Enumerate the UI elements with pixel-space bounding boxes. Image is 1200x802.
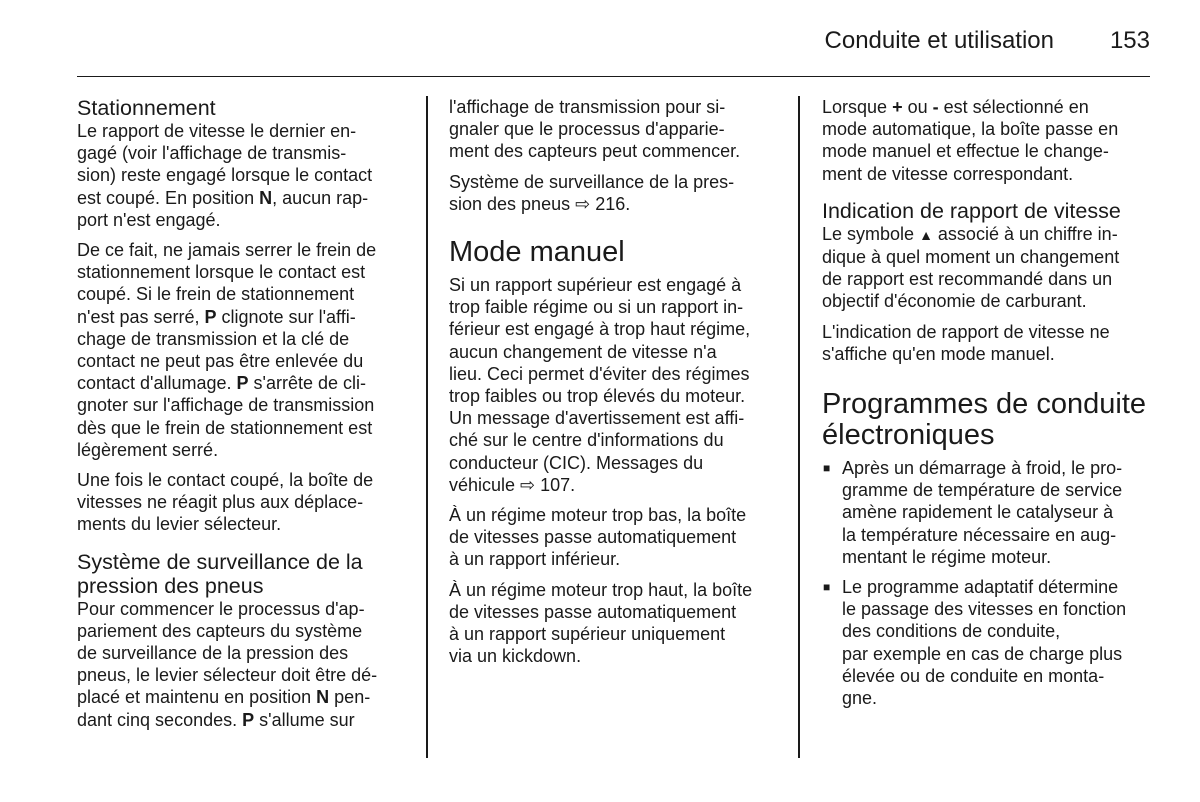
heading-stationnement: Stationnement xyxy=(77,96,216,120)
shift-up-triangle-icon: ▲ xyxy=(919,226,933,243)
page-reference-arrow-icon: ⇨ xyxy=(575,193,591,214)
column-right xyxy=(822,96,1152,717)
paragraph: Le rapport de vitesse le dernier en- gagé (voir l'affichage de transmis- sion) reste engagé lorsque le contact est coupé. En position N, aucun rap- port n'est engagé. xyxy=(77,121,373,230)
heading-surveillance-pression: Système de surveillance de la pression des pneus xyxy=(77,549,363,598)
page-header xyxy=(77,24,1150,77)
paragraph: De ce fait, ne jamais serrer le frein de stationnement lorsque le contact est coupé. Si le frein de stationnement n'est pas serré, P clignote sur l'affi- chage de transmission et la clé de contact ne peut pas être enlevée du contact d'allumage. P s'arrête de cli- gnoter sur l'affichage de transmission dès que le frein de stationnement est légèrement serré. xyxy=(77,240,377,460)
paragraph: Si un rapport supérieur est engagé à trop faible régime ou si un rapport in- férieur est engagé à trop haut régime, aucun changement de vitesse n'a lieu. Ceci permet d'éviter des régimes trop faibles ou trop élevés du moteur. Un message d'avertissement est affi- ché sur le centre d'informations du conducteur (CIC). Messages du véhicule ⇨ 107. xyxy=(449,275,751,495)
paragraph: Une fois le contact coupé, la boîte de vitesses ne réagit plus aux déplace- ments du levier sélecteur. xyxy=(77,470,374,535)
heading-indication-rapport: Indication de rapport de vitesse xyxy=(822,198,1121,223)
paragraph: Lorsque + ou - est sélectionné en mode automatique, la boîte passe en mode manuel et effectue le change- ment de vitesse correspondant. xyxy=(822,97,1119,184)
paragraph: l'affichage de transmission pour si- gnaler que le processus d'apparie- ment des capteurs peut commencer. xyxy=(449,97,741,162)
page-number: 153 xyxy=(1109,27,1150,54)
column-left xyxy=(77,96,407,739)
column-middle xyxy=(449,96,779,675)
list-item: ■ Le programme adaptatif détermine le passage des vitesses en fonction des conditions de conduite, par exemple en cas de charge plus élevée ou de conduite en monta- gne. xyxy=(822,576,1152,709)
column-divider xyxy=(426,96,428,758)
list-item: ■ Après un démarrage à froid, le pro- gramme de température de service amène rapidement le catalyseur à la température nécessaire en aug- mentant le régime moteur. xyxy=(822,457,1152,568)
section-title: Conduite et utilisation xyxy=(824,27,1054,54)
paragraph: Système de surveillance de la pres- sion des pneus ⇨ 216. xyxy=(449,171,735,214)
paragraph: L'indication de rapport de vitesse ne s'affiche qu'en mode manuel. xyxy=(822,321,1110,364)
paragraph: Le symbole ▲ associé à un chiffre in- dique à quel moment un changement de rapport est recommandé dans un objectif d'économie de carburant. xyxy=(822,223,1120,312)
page-reference-arrow-icon: ⇨ xyxy=(520,474,536,495)
paragraph: À un régime moteur trop haut, la boîte de vitesses passe automatiquement à un rapport supérieur uniquement via un kickdown. xyxy=(449,579,753,667)
bullet-list xyxy=(822,457,1152,709)
heading-programmes-conduite: Programmes de conduite électroniques xyxy=(822,388,1146,452)
paragraph: Pour commencer le processus d'ap- pariement des capteurs du système de surveillance de la pression des pneus, le levier sélecteur doit être dé- placé et maintenu en position N pen- dant cinq secondes. P s'allume sur xyxy=(77,598,378,730)
heading-mode-manuel: Mode manuel xyxy=(449,236,625,269)
column-divider xyxy=(798,96,800,758)
paragraph: À un régime moteur trop bas, la boîte de vitesses passe automatiquement à un rapport inférieur. xyxy=(449,505,747,570)
